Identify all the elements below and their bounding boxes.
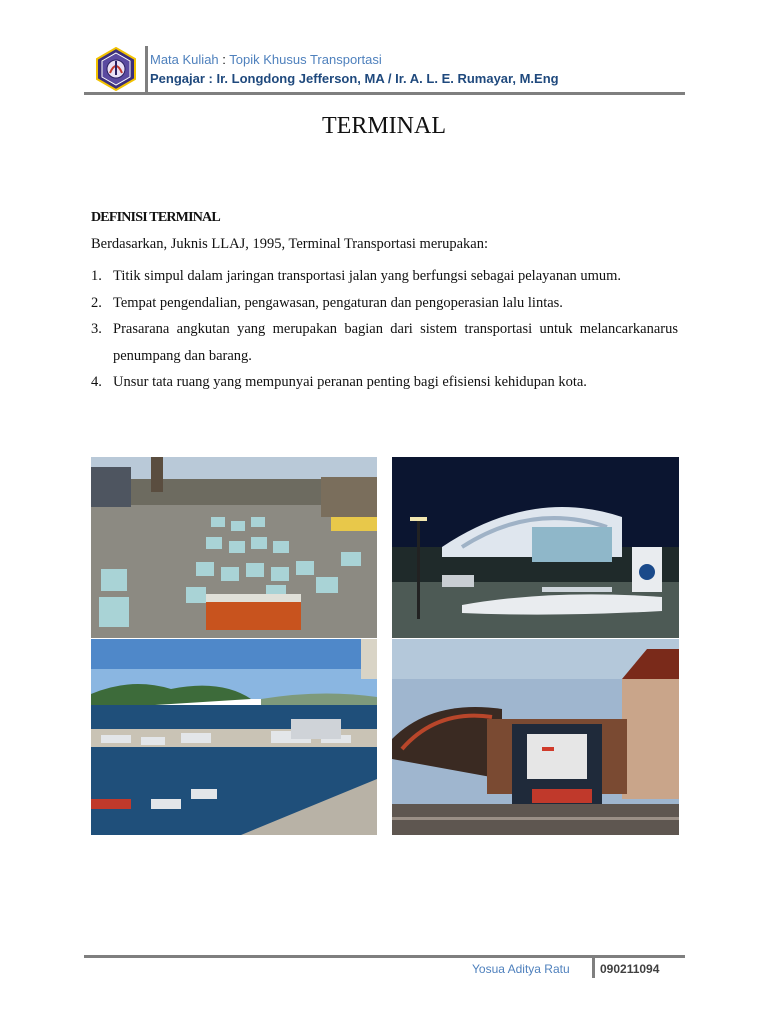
footer-divider <box>592 958 595 978</box>
list-text: Titik simpul dalam jaringan transportasi jalan yang berfungsi sebagai pelayanan umum. <box>113 268 622 284</box>
section-heading: DEFINISI TERMINAL <box>91 210 220 225</box>
list-text: Unsur tata ruang yang mempunyai peranan penting bagi efisiensi kehidupan kota. <box>113 374 587 390</box>
university-logo-icon <box>94 47 138 91</box>
list-number: 2. <box>91 294 102 311</box>
course-name: Topik Khusus Transportasi <box>229 52 382 67</box>
header-divider <box>145 46 148 94</box>
header-text <box>150 50 559 88</box>
list-number: 3. <box>91 321 102 337</box>
list-item <box>91 290 678 317</box>
photo-bus-terminal <box>91 457 377 638</box>
list-text: Tempat pengendalian, pengawasan, pengaturan dan pengoperasian lalu lintas. <box>113 294 563 311</box>
list-item <box>91 316 678 369</box>
list-item <box>91 369 678 396</box>
list-text: Prasarana angkutan yang merupakan bagian dari sistem transportasi untuk melancarkanarus penumpang dan barang. <box>113 321 678 364</box>
course-line <box>150 50 559 69</box>
photo-harbor <box>91 639 377 835</box>
header-rule <box>84 92 685 95</box>
footer-student-id: 090211094 <box>600 962 660 976</box>
page-header <box>84 44 684 96</box>
list-number: 1. <box>91 268 102 284</box>
footer-author: Yosua Aditya Ratu <box>472 962 570 976</box>
photo-train-station <box>392 639 679 835</box>
course-label: Mata Kuliah <box>150 52 219 67</box>
course-separator: : <box>218 52 230 67</box>
list-number: 4. <box>91 374 102 390</box>
page-title: TERMINAL <box>322 113 446 139</box>
intro-paragraph: Berdasarkan, Juknis LLAJ, 1995, Terminal Transportasi merupakan: <box>91 236 489 252</box>
photo-airport-terminal <box>392 457 679 638</box>
lecturer-line: Pengajar : Ir. Longdong Jefferson, MA / Ir. A. L. E. Rumayar, M.Eng <box>150 71 559 86</box>
list-item <box>91 263 678 290</box>
definition-list <box>91 263 678 396</box>
